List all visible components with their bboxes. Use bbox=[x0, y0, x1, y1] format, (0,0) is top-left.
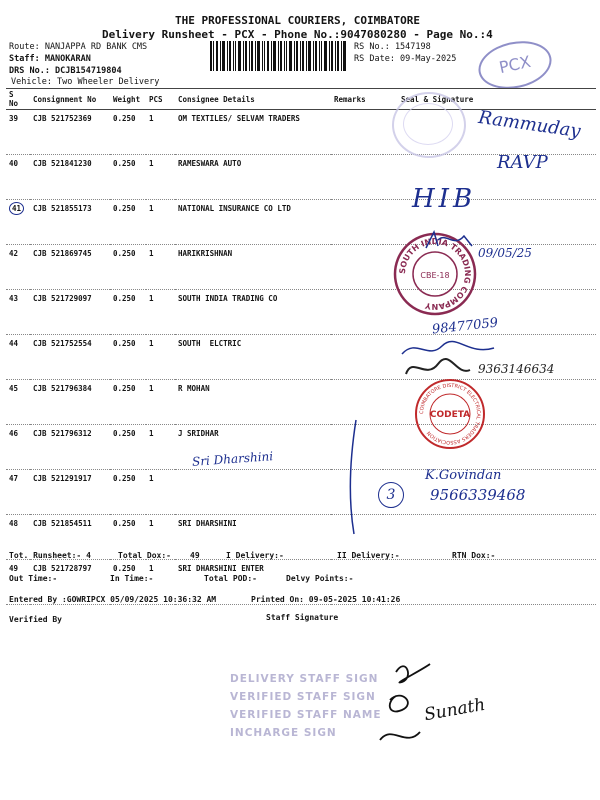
col-consignee: Consignee Details bbox=[175, 89, 331, 110]
rs-no: RS No.: 1547198 bbox=[354, 42, 431, 52]
i-delivery: I Delivery:- bbox=[226, 551, 284, 560]
entered-by: Entered By :GOWRIPCX 05/09/2025 10:36:32 AM bbox=[9, 595, 217, 604]
total-dox-label: Total Dox:- bbox=[118, 551, 171, 560]
codeta-ring-text: COIMBATORE DISTRICT ELECTRICAL TRADERS ASSOCIATION bbox=[418, 382, 482, 446]
row-sno: 48 bbox=[6, 515, 30, 560]
total-pod: Total POD:- bbox=[204, 574, 257, 583]
row-consignment-no: CJB 521728797 bbox=[30, 560, 110, 605]
row-pcs: 1 bbox=[146, 245, 175, 290]
row-consignment-no: CJB 521854511 bbox=[30, 515, 110, 560]
row-sno: 40 bbox=[6, 155, 30, 200]
row-consignee: SOUTH INDIA TRADING CO bbox=[175, 290, 331, 335]
ii-delivery: II Delivery:- bbox=[337, 551, 400, 560]
row-consignment-no: CJB 521752554 bbox=[30, 335, 110, 380]
rs-date: RS Date: 09-May-2025 bbox=[354, 54, 457, 64]
row-remarks bbox=[331, 110, 383, 155]
row-consignment-no: CJB 521855173 bbox=[30, 200, 110, 245]
row-weight: 0.250 bbox=[110, 290, 146, 335]
row-consignee: SOUTH ELCTRIC bbox=[175, 335, 331, 380]
seal-ring-text: SOUTH INDIA TRADING COMPANY bbox=[397, 236, 473, 312]
row-sno bbox=[6, 200, 30, 245]
table-row bbox=[6, 290, 596, 335]
stamp-line-4: INCHARGE SIGN bbox=[230, 727, 337, 739]
out-time: Out Time:- bbox=[9, 574, 58, 583]
row-signature bbox=[383, 560, 596, 605]
row-consignee: SRI DHARSHINI ENTER bbox=[175, 560, 331, 605]
row-weight: 0.250 bbox=[110, 380, 146, 425]
row-pcs: 1 bbox=[146, 560, 175, 605]
row-consignment-no: CJB 521869745 bbox=[30, 245, 110, 290]
scribble-row-44 bbox=[402, 342, 494, 354]
footer-signature-scribble bbox=[366, 652, 446, 752]
row-pcs: 1 bbox=[146, 425, 175, 470]
footer-scribble-stroke bbox=[380, 664, 430, 740]
row-consignee bbox=[175, 470, 331, 515]
row-pcs: 1 bbox=[146, 380, 175, 425]
row-sno: 44 bbox=[6, 335, 30, 380]
row-remarks bbox=[331, 335, 383, 380]
row-sno: 42 bbox=[6, 245, 30, 290]
col-consignment: Consignment No bbox=[30, 89, 110, 110]
table-row bbox=[6, 425, 596, 470]
row-consignment-no: CJB 521796384 bbox=[30, 380, 110, 425]
phone-row-45: 9363146634 bbox=[478, 362, 555, 376]
pen-stroke bbox=[350, 420, 356, 534]
runsheet-title: Delivery Runsheet - PCX - Phone No.:9047080280 - Page No.:4 bbox=[102, 28, 493, 41]
delvy-points: Delvy Points:- bbox=[286, 574, 354, 583]
row-weight: 0.250 bbox=[110, 560, 146, 605]
in-time: In Time:- bbox=[110, 574, 154, 583]
row-sno: 49 bbox=[6, 560, 30, 605]
row-sno: 47 bbox=[6, 470, 30, 515]
row-consignment-no: CJB 521291917 bbox=[30, 470, 110, 515]
footer-signature-name: Sunath bbox=[422, 694, 487, 726]
col-remarks: Remarks bbox=[331, 89, 383, 110]
row-pcs: 1 bbox=[146, 470, 175, 515]
signature-row-40: RAVP bbox=[497, 152, 548, 173]
row-consignment-no: CJB 521752369 bbox=[30, 110, 110, 155]
row-sno: 39 bbox=[6, 110, 30, 155]
printed-on: Printed On: 09-05-2025 10:41:26 bbox=[251, 595, 401, 604]
pcx-stamp: PCX bbox=[474, 35, 556, 95]
signature-row-41: HIB bbox=[412, 184, 477, 214]
date-row-43: 09/05/25 bbox=[478, 246, 532, 260]
table-row bbox=[6, 200, 596, 245]
tot-runsheet: Tot. Runsheet:- 4 bbox=[9, 551, 91, 560]
drs-no: DRS No.: DCJB154719804 bbox=[9, 66, 122, 76]
signature-row-47: Sri Dharshini bbox=[191, 449, 274, 469]
row-consignee: NATIONAL INSURANCE CO LTD bbox=[175, 200, 331, 245]
total-dox-value: 49 bbox=[190, 551, 200, 560]
row-sno: 46 bbox=[6, 425, 30, 470]
row-consignee: J SRIDHAR bbox=[175, 425, 331, 470]
row-pcs: 1 bbox=[146, 155, 175, 200]
row-consignee: HARIKRISHNAN bbox=[175, 245, 331, 290]
row-consignment-no: CJB 521796312 bbox=[30, 425, 110, 470]
circled-mark-row-48: 3 bbox=[378, 482, 404, 508]
row-remarks bbox=[331, 245, 383, 290]
col-sno: S No bbox=[6, 89, 30, 110]
table-header-row bbox=[6, 89, 596, 110]
seal-center-text: CBE-18 bbox=[420, 271, 450, 280]
name-row-48: K.Govindan bbox=[425, 468, 502, 483]
company-name: THE PROFESSIONAL COURIERS, COIMBATORE bbox=[175, 14, 421, 27]
barcode-graphic bbox=[210, 41, 348, 71]
phone-row-48: 9566339468 bbox=[430, 486, 526, 504]
signature-row-39: Rammuday bbox=[477, 106, 582, 143]
row-consignee: R MOHAN bbox=[175, 380, 331, 425]
row-consignee: RAMESWARA AUTO bbox=[175, 155, 331, 200]
row-remarks bbox=[331, 290, 383, 335]
stamp-line-1: DELIVERY STAFF SIGN bbox=[230, 673, 379, 685]
staff: Staff: MANOKARAN bbox=[9, 54, 91, 64]
row-remarks bbox=[331, 200, 383, 245]
staff-signature-label: Staff Signature bbox=[266, 613, 339, 622]
row-weight: 0.250 bbox=[110, 425, 146, 470]
row-weight: 0.250 bbox=[110, 245, 146, 290]
row-consignment-no: CJB 521729097 bbox=[30, 290, 110, 335]
row-sno: 45 bbox=[6, 380, 30, 425]
verification-stamp bbox=[230, 670, 382, 742]
faded-seal-stamp bbox=[392, 92, 466, 158]
phone-row-44: 98477059 bbox=[431, 315, 499, 338]
scribble-stroke bbox=[426, 232, 472, 248]
row-pcs: 1 bbox=[146, 290, 175, 335]
row-remarks bbox=[331, 155, 383, 200]
col-pcs: PCS bbox=[146, 89, 175, 110]
long-pen-stroke bbox=[336, 418, 366, 538]
verified-by: Verified By bbox=[9, 615, 62, 624]
row-pcs: 1 bbox=[146, 110, 175, 155]
row-sno: 43 bbox=[6, 290, 30, 335]
row-weight: 0.250 bbox=[110, 110, 146, 155]
row-consignee: OM TEXTILES/ SELVAM TRADERS bbox=[175, 110, 331, 155]
rtn-dox: RTN Dox:- bbox=[452, 551, 496, 560]
scribble-signatures bbox=[398, 330, 508, 390]
stamp-line-2: VERIFIED STAFF SIGN bbox=[230, 691, 376, 703]
row-consignment-no: CJB 521841230 bbox=[30, 155, 110, 200]
row-weight: 0.250 bbox=[110, 155, 146, 200]
route: Route: NANJAPPA RD BANK CMS bbox=[9, 42, 148, 52]
row-pcs: 1 bbox=[146, 200, 175, 245]
circled-sno: 41 bbox=[9, 202, 24, 215]
row-weight: 0.250 bbox=[110, 470, 146, 515]
scribble-row-42 bbox=[424, 230, 484, 252]
row-weight: 0.250 bbox=[110, 515, 146, 560]
row-weight: 0.250 bbox=[110, 200, 146, 245]
codeta-center-text: CODETA bbox=[429, 410, 471, 420]
row-pcs: 1 bbox=[146, 515, 175, 560]
vehicle: Vehicle: Two Wheeler Delivery bbox=[11, 77, 160, 87]
col-seal-signature: Seal & Signature bbox=[383, 89, 596, 110]
row-pcs: 1 bbox=[146, 335, 175, 380]
stamp-line-3: VERIFIED STAFF NAME bbox=[230, 709, 382, 721]
row-weight: 0.250 bbox=[110, 335, 146, 380]
faded-seal-inner-ring bbox=[403, 103, 453, 145]
scribble-row-45 bbox=[406, 359, 470, 374]
barcode bbox=[210, 41, 348, 71]
col-weight: Weight bbox=[110, 89, 146, 110]
row-consignee: SRI DHARSHINI bbox=[175, 515, 331, 560]
table-row bbox=[6, 515, 596, 560]
